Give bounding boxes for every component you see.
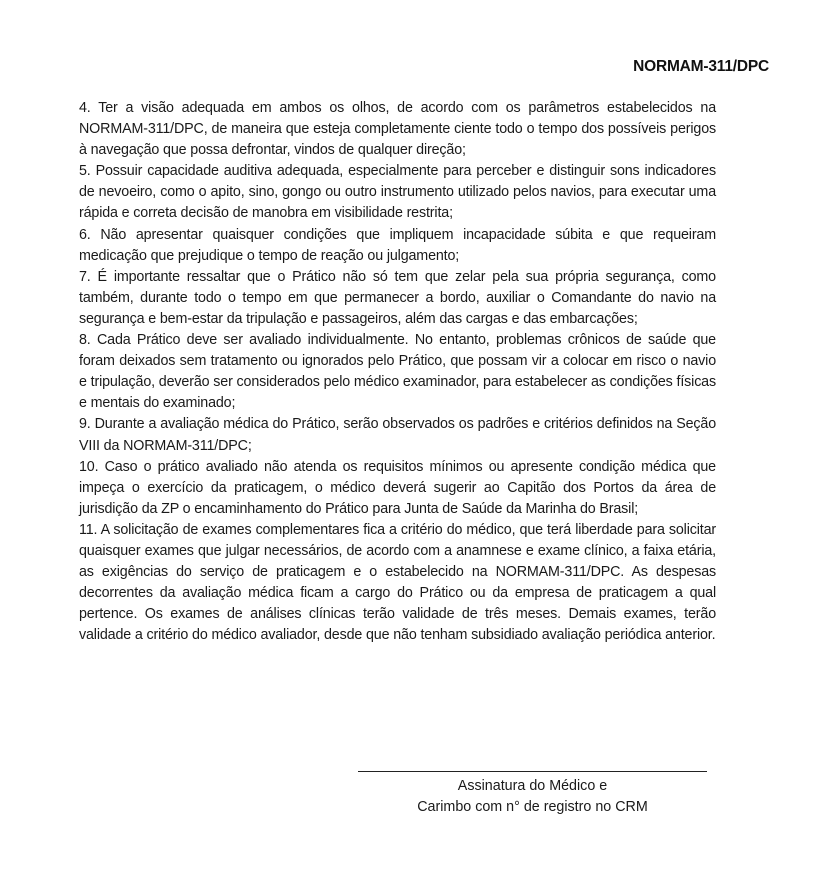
signature-caption-line2: Carimbo com n° de registro no CRM [417,799,648,815]
paragraph-item-7: 7. É importante ressaltar que o Prático não só tem que zelar pela sua própria segurança, como também, durante todo o tempo em que permanecer a bordo, auxiliar o Comandante do navio na segurança e bem-estar da tripulação e passageiros, além das cargas e das embarcações; [79,268,716,327]
document-body [79,98,716,646]
signature-caption [358,776,707,818]
signature-caption-line1: Assinatura do Médico e [457,778,608,794]
paragraph-item-6: 6. Não apresentar quaisquer condições que impliquem incapacidade súbita e que requeiram medicação que prejudique o tempo de reação ou julgamento; [79,226,716,264]
document-code-header: NORMAM-311/DPC [633,58,769,75]
paragraph-item-10: 10. Caso o prático avaliado não atenda os requisitos mínimos ou apresente condição médica que impeça o exercício da praticagem, o médico deverá sugerir ao Capitão dos Portos da área de jurisdição da ZP o encaminhamento do Prático para Junta de Saúde da Marinha do Brasil; [79,458,716,517]
paragraph-item-11: 11. A solicitação de exames complementares fica a critério do médico, que terá liberdade para solicitar quaisquer exames que julgar necessários, de acordo com a anamnese e exame clínico, a faixa etária, as exigências do serviço de praticagem e o estabelecido na NORMAM-311/DPC. As despesas decorrentes da avaliação médica ficam a cargo do Prático ou da empresa de praticagem a qual pertence. Os exames de análises clínicas terão validade de três meses. Demais exames, terão validade a critério do médico avaliador, desde que não tenham subsidiado avaliação periódica anterior. [79,521,716,644]
signature-line [358,771,707,772]
paragraph-item-5: 5. Possuir capacidade auditiva adequada, especialmente para perceber e distinguir sons indicadores de nevoeiro, como o apito, sino, gongo ou outro instrumento utilizado pelos navios, para executar uma rápida e correta decisão de manobra em visibilidade restrita; [79,163,716,222]
paragraph-item-8: 8. Cada Prático deve ser avaliado individualmente. No entanto, problemas crônicos de saúde que foram deixados sem tratamento ou ignorados pelo Prático, que possam vir a colocar em risco o navio e tripulação, deverão ser considerados pelo médico examinador, para estabelecer as condições físicas e mentais do examinado; [79,332,716,412]
paragraph-item-9: 9. Durante a avaliação médica do Prático, serão observados os padrões e critérios definidos na Seção VIII da NORMAM-311/DPC; [79,416,716,454]
paragraph-item-4: 4. Ter a visão adequada em ambos os olhos, de acordo com os parâmetros estabelecidos na NORMAM-311/DPC, de maneira que esteja completamente ciente todo o tempo dos possíveis perigos à navegação que possa defrontar, vindos de qualquer direção; [79,100,716,159]
